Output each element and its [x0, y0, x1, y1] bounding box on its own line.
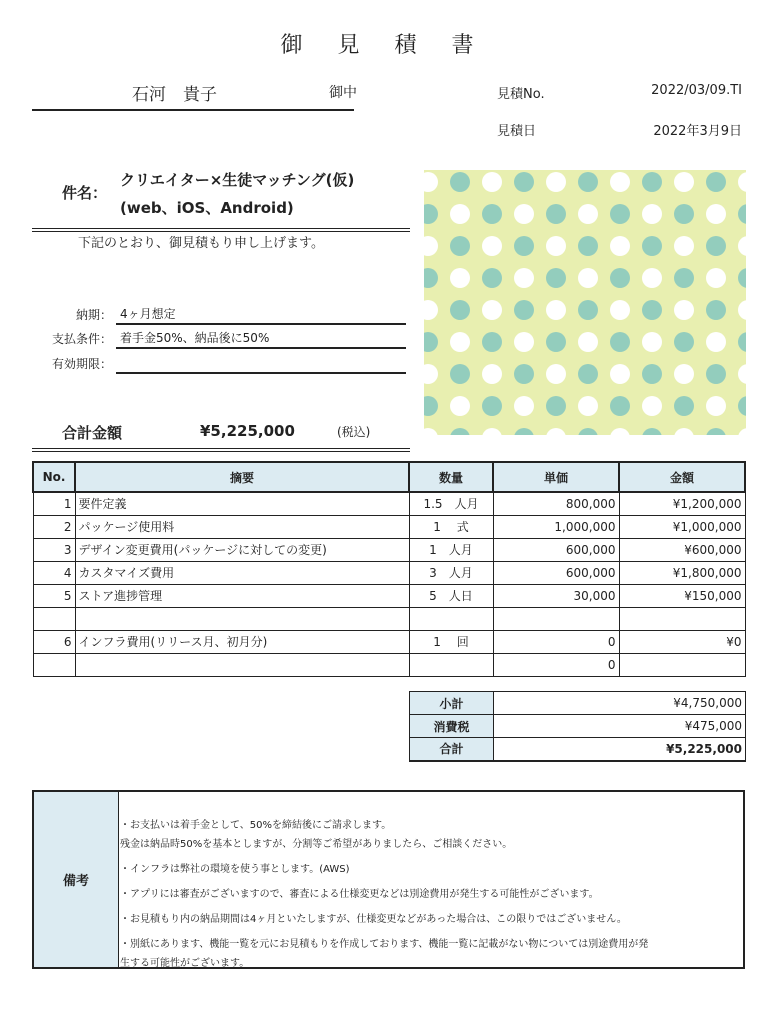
subtotal-value: ¥4,750,000 — [494, 692, 746, 715]
lead-text: 下記のとおり、御見積もり申し上げます。 — [78, 236, 324, 251]
row-quantity: 1 式 — [409, 515, 493, 538]
row-description: インフラ費用(リリース月、初月分) — [75, 630, 409, 653]
row-quantity: 3 人月 — [409, 561, 493, 584]
grand-total-value: ¥5,225,000 — [494, 738, 746, 761]
row-amount: ¥1,000,000 — [619, 515, 745, 538]
estimate-no-label: 見積No. — [497, 87, 545, 102]
grand-total-row — [410, 738, 746, 761]
row-no: 6 — [33, 630, 75, 653]
row-no — [33, 607, 75, 630]
row-quantity — [409, 607, 493, 630]
remarks-body — [120, 816, 740, 973]
row-no: 3 — [33, 538, 75, 561]
row-amount: ¥1,200,000 — [619, 492, 745, 515]
estimate-date-label: 見積日 — [497, 124, 537, 139]
tax-included-note: (税込) — [337, 425, 371, 439]
row-unit-price: 0 — [493, 653, 619, 676]
estimate-date-value: 2022年3月9日 — [653, 124, 742, 139]
table-row — [33, 653, 745, 676]
total-amount-value: ¥5,225,000 — [200, 422, 295, 440]
client-suffix: 御中 — [329, 85, 357, 101]
table-row — [33, 630, 745, 653]
subject-label: 件名： — [62, 184, 108, 202]
subtotal-row — [410, 692, 746, 715]
header-unit-price: 単価 — [493, 462, 619, 492]
row-amount — [619, 653, 745, 676]
validity-value — [116, 354, 406, 374]
subject-block — [32, 164, 410, 232]
remark-line: ・インフラは弊社の環境を使う事とします。(AWS) — [120, 864, 350, 875]
subtotal-label: 小計 — [410, 692, 494, 715]
summary-table — [409, 691, 746, 762]
payment-terms-value: 着手金50%、納品後に50% — [116, 329, 406, 349]
row-no: 2 — [33, 515, 75, 538]
header-no: No. — [33, 462, 75, 492]
row-description: ストア進捗管理 — [75, 584, 409, 607]
total-amount-block — [32, 418, 410, 452]
tax-value: ¥475,000 — [494, 715, 746, 738]
header-quantity: 数量 — [409, 462, 493, 492]
client-name: 石河 貴子 — [132, 85, 217, 105]
subject-line-1: クリエイター×生徒マッチング(仮) — [120, 171, 355, 189]
row-no: 5 — [33, 584, 75, 607]
remark-line: ・お見積もり内の納品期間は4ヶ月といたしますが、仕様変更などがあった場合は、この限りではございません。 — [120, 914, 627, 925]
line-items-table — [32, 461, 746, 677]
remark-line: 生する可能性がございます。 — [120, 958, 250, 969]
remarks-block — [32, 790, 745, 969]
remarks-label: 備考 — [34, 792, 119, 967]
row-quantity: 1 回 — [409, 630, 493, 653]
row-description: デザイン変更費用(パッケージに対しての変更) — [75, 538, 409, 561]
row-unit-price: 600,000 — [493, 538, 619, 561]
payment-terms-label: 支払条件： — [51, 332, 112, 346]
table-row — [33, 515, 745, 538]
row-amount: ¥0 — [619, 630, 745, 653]
remark-line: ・お支払いは着手金として、50%を締結後にご請求します。 — [120, 820, 392, 831]
row-quantity: 1.5 人月 — [409, 492, 493, 515]
row-no — [33, 653, 75, 676]
polka-dot-pattern — [424, 170, 746, 435]
row-description — [75, 607, 409, 630]
table-row — [33, 492, 745, 515]
row-quantity: 5 人日 — [409, 584, 493, 607]
table-row — [33, 538, 745, 561]
row-unit-price: 800,000 — [493, 492, 619, 515]
row-unit-price: 600,000 — [493, 561, 619, 584]
row-amount: ¥150,000 — [619, 584, 745, 607]
row-amount — [619, 607, 745, 630]
remark-line: 残金は納品時50%を基本としますが、分割等ご希望がありましたら、ご相談ください。 — [120, 839, 513, 850]
row-description: パッケージ使用料 — [75, 515, 409, 538]
header-description: 摘要 — [75, 462, 409, 492]
row-no: 4 — [33, 561, 75, 584]
header-amount: 金額 — [619, 462, 745, 492]
row-unit-price — [493, 607, 619, 630]
subject-line-2: (web、iOS、Android) — [120, 199, 294, 217]
table-row — [33, 561, 745, 584]
row-unit-price: 1,000,000 — [493, 515, 619, 538]
validity-label: 有効期限： — [51, 357, 112, 371]
row-quantity: 1 人月 — [409, 538, 493, 561]
table-header-row — [33, 462, 745, 492]
remark-line: ・別紙にあります、機能一覧を元にお見積もりを作成しております、機能一覧に記載がない物については別途費用が発 — [120, 939, 649, 950]
row-description — [75, 653, 409, 676]
delivery-label: 納期： — [75, 308, 112, 322]
row-description: 要件定義 — [75, 492, 409, 515]
grand-total-label: 合計 — [410, 738, 494, 761]
row-unit-price: 0 — [493, 630, 619, 653]
tax-row — [410, 715, 746, 738]
tax-label: 消費税 — [410, 715, 494, 738]
row-no: 1 — [33, 492, 75, 515]
table-row — [33, 584, 745, 607]
row-unit-price: 30,000 — [493, 584, 619, 607]
delivery-value: 4ヶ月想定 — [116, 305, 406, 325]
table-row — [33, 607, 745, 630]
estimate-no-value: 2022/03/09.TI — [651, 83, 742, 98]
row-amount: ¥1,800,000 — [619, 561, 745, 584]
document-title: 御 見 積 書 — [280, 33, 488, 58]
client-block — [32, 79, 354, 111]
total-amount-label: 合計金額 — [62, 424, 123, 442]
row-description: カスタマイズ費用 — [75, 561, 409, 584]
remark-line: ・アプリには審査がございますので、審査による仕様変更などは別途費用が発生する可能性がございます。 — [120, 889, 599, 900]
row-amount: ¥600,000 — [619, 538, 745, 561]
row-quantity — [409, 653, 493, 676]
